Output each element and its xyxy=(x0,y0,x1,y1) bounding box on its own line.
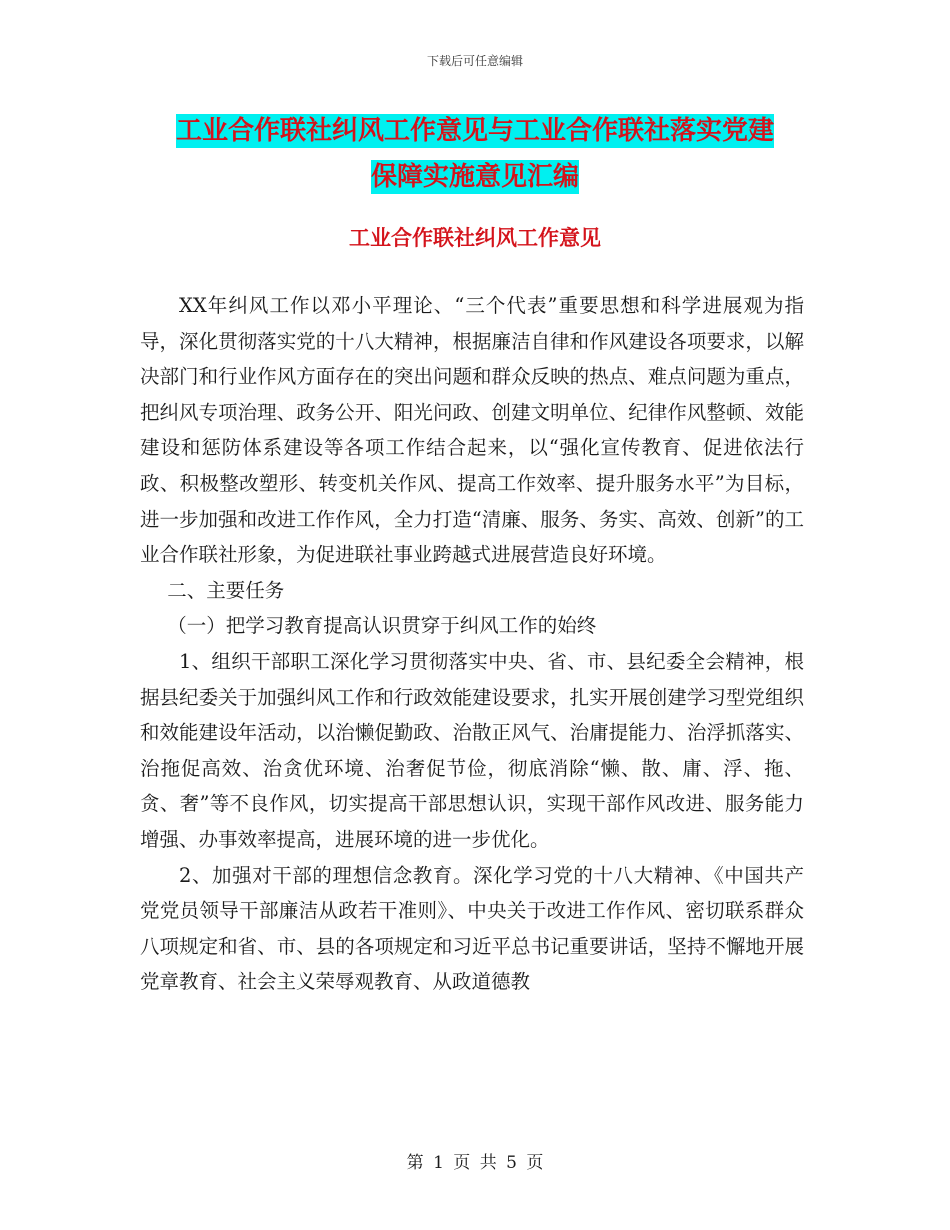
title-line-2: 保障实施意见汇编 xyxy=(370,162,579,192)
paragraph-item-2: 2、加强对干部的理想信念教育。深化学习党的十八大精神、《中国共产党党员领导干部廉洁从政若干准则》、中央关于改进工作作风、密切联系群众八项规定和省、市、县的各项规定和习近平总书记重要讲话，坚持不懈地开展党章教育、社会主义荣辱观教育、从政道德教 xyxy=(140,863,804,994)
title-line-1: 工业合作联社纠风工作意见与工业合作联社落实党建 xyxy=(175,116,774,146)
paragraph-intro: XX年纠风工作以邓小平理论、“三个代表”重要思想和科学进展观为指导，深化贯彻落实党的十八大精神，根据廉洁自律和作风建设各项要求，以解决部门和行业作风方面存在的突出问题和群众反映的热点、难点问题为重点，把纠风专项治理、政务公开、阳光问政、创建文明单位、纪律作风整顿、效能建设和惩防体系建设等各项工作结合起来，以“强化宣传教育、促进依法行政、积极整改塑形、转变机关作风、提高工作效率、提升服务水平”为目标，进一步加强和改进工作作风，全力打造“清廉、服务、务实、高效、创新”的工业合作联社形象，为促进联社事业跨越式进展营造良好环境。 xyxy=(140,294,804,567)
document-title xyxy=(140,108,810,200)
page-footer: 第 1 页 共 5 页 xyxy=(406,1153,544,1173)
heading-main-tasks: 二、主要任务 xyxy=(167,578,285,602)
header-note: 下载后可任意编辑 xyxy=(426,54,523,68)
heading-subsection-1: （一）把学习教育提高认识贯穿于纠风工作的始终 xyxy=(167,614,597,638)
paragraph-item-1: 1、组织干部职工深化学习贯彻落实中央、省、市、县纪委全会精神，根据县纪委关于加强纠风工作和行政效能建设要求，扎实开展创建学习型党组织和效能建设年活动，以治懒促勤政、治散正风气、治庸提能力、治浮抓落实、治拖促高效、治贪优环境、治奢促节俭，彻底消除“懒、散、庸、浮、拖、贪、奢”等不良作风，切实提高干部思想认识，实现干部作风改进、服务能力增强、办事效率提高，进展环境的进一步优化。 xyxy=(140,649,804,851)
body-text xyxy=(140,288,804,1000)
section-title: 工业合作联社纠风工作意见 xyxy=(349,226,601,250)
